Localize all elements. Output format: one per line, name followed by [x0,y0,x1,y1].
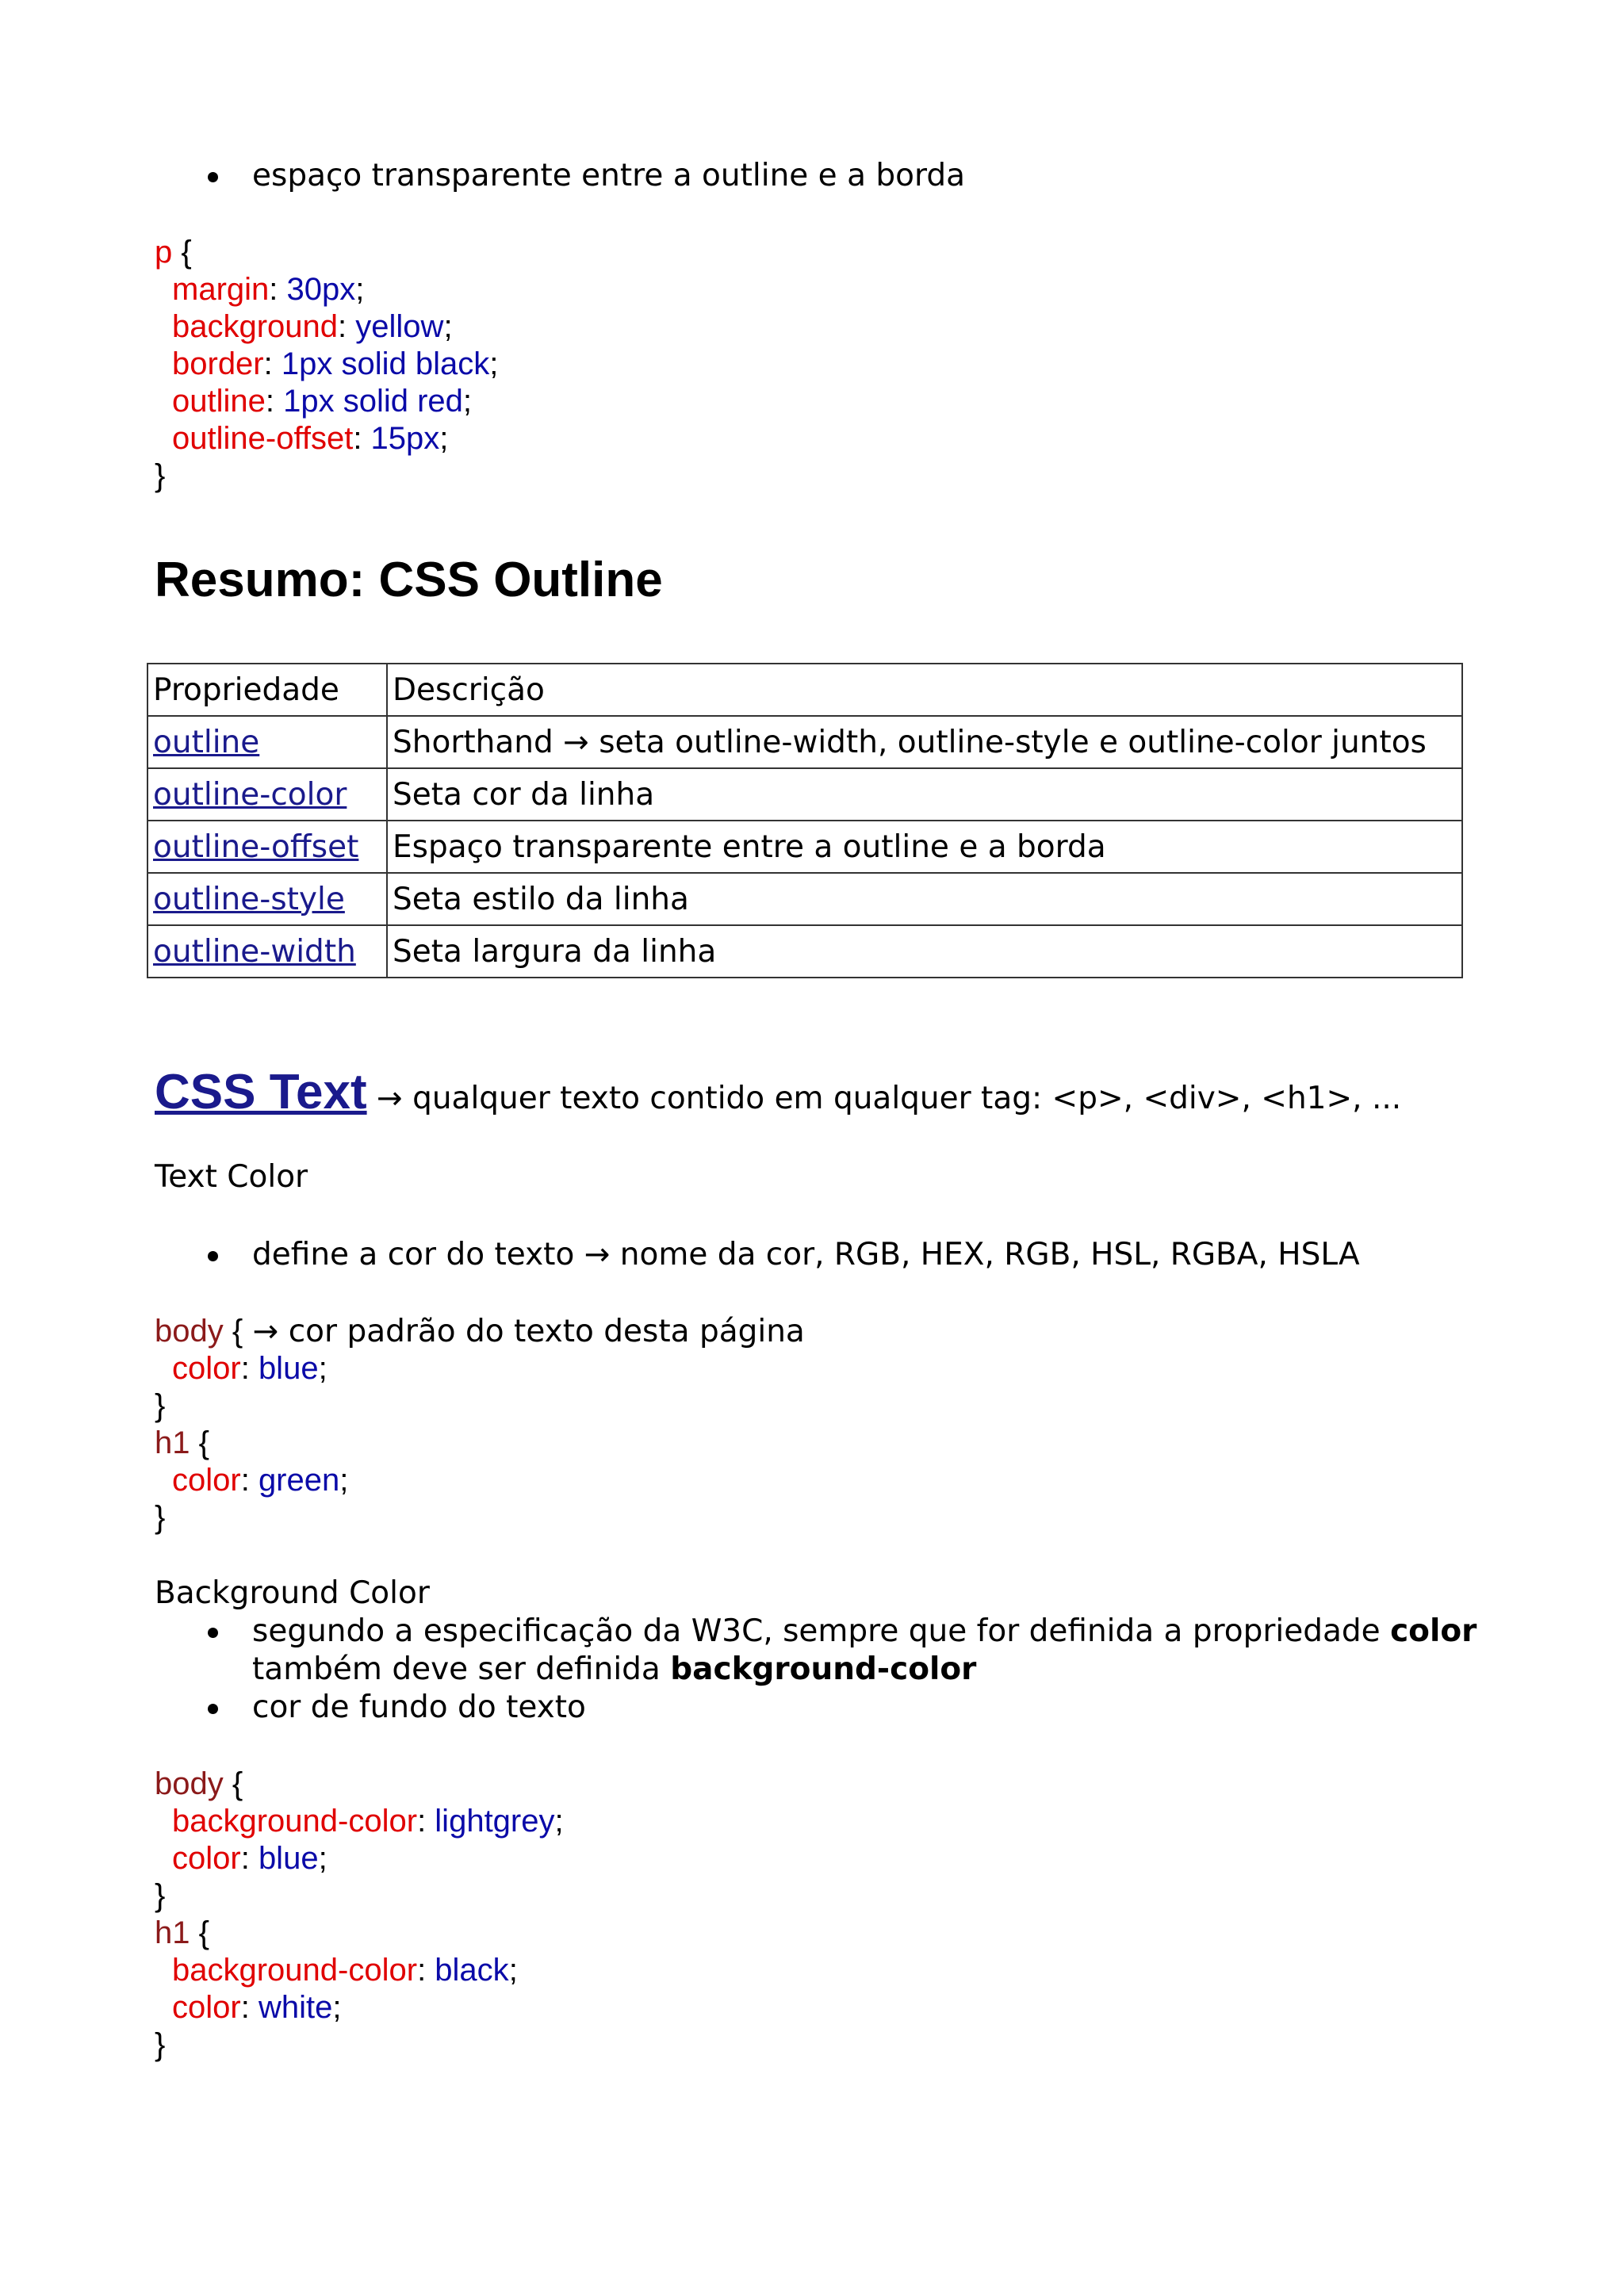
property-link[interactable]: outline-color [153,776,347,813]
code-line: color: blue; [172,1841,327,1876]
code-line: outline-offset: 15px; [172,421,449,456]
code-line: margin: 30px; [172,272,365,307]
table-row [147,768,1462,821]
table-header-row [147,664,1462,716]
code-line: background-color: black; [172,1953,518,1988]
section-title: Resumo: CSS Outline [155,553,663,607]
text-color-label: Text Color [155,1159,308,1195]
background-color-label: Background Color [155,1575,430,1611]
css-value: white [258,1990,333,2025]
css-value: black [435,1953,509,1988]
css-property: border [172,346,264,381]
table-cell: Espaço transparente entre a outline e a borda [387,821,1462,873]
table-row [147,925,1462,978]
css-selector: body [155,1766,224,1801]
css-property: color [172,1841,241,1876]
bullet-dot [208,1628,218,1638]
bullet-dot [208,1704,218,1714]
css-value: 15px [370,421,440,456]
summary-table [147,663,1463,978]
css-selector: p [155,235,173,270]
table-cell: Seta largura da linha [387,925,1462,978]
css-value: 1px solid black [281,346,490,381]
table-cell [147,821,387,873]
top-bullet-text: espaço transparente entre a outline e a borda [252,158,965,193]
code-line: background-color: lightgrey; [172,1804,564,1839]
css-property: color [172,1351,241,1386]
table-row [147,821,1462,873]
css-property: color [172,1463,241,1498]
table-cell: Seta estilo da linha [387,873,1462,925]
code-line: } [155,1878,166,1913]
code-line: } [155,1388,166,1423]
code-line: outline: 1px solid red; [172,384,473,419]
property-link[interactable]: outline [153,724,260,760]
css-value: 30px [286,272,356,307]
css-property: background-color [172,1953,418,1988]
code-punct: } [155,458,166,493]
css-value: blue [258,1351,319,1386]
css-text-description: → qualquer texto contido em qualquer tag: <p>, <div>, <h1>, ... [366,1081,1402,1116]
css-property: outline-offset [172,421,354,456]
css-selector: h1 [155,1915,190,1950]
table-row [147,873,1462,925]
code-line: body { → cor padrão do texto desta página [155,1314,805,1349]
table-cell: Seta cor da linha [387,768,1462,821]
table-cell [147,716,387,768]
text-color-bullet: define a cor do texto → nome da cor, RGB, HEX, RGB, HSL, RGBA, HSLA [252,1237,1360,1272]
code-comment: → cor padrão do texto desta página [243,1314,805,1349]
background-color-bullet-2: cor de fundo do texto [252,1689,586,1725]
css-property: color [172,1990,241,2025]
property-link[interactable]: outline-offset [153,828,359,865]
code-line: h1 { [155,1425,209,1460]
css-property: margin [172,272,270,307]
css-value: green [258,1463,340,1498]
css-value: blue [258,1841,319,1876]
background-color-bullet-1a: segundo a especificação da W3C, sempre que for definida a propriedade color [252,1613,1477,1649]
code-line: body { [155,1766,243,1801]
code-line: color: blue; [172,1351,327,1386]
code-line: } [155,2027,166,2062]
code-line: background: yellow; [172,309,453,344]
code-line: } [155,1500,166,1535]
table-cell: Shorthand → seta outline-width, outline-style e outline-color juntos [387,716,1462,768]
code-line [155,457,165,495]
bullet-dot [208,172,218,182]
code-line: border: 1px solid black; [172,346,499,381]
css-property: background-color [172,1804,418,1839]
css-text-link[interactable]: CSS Text [155,1065,367,1119]
table-row [147,716,1462,768]
code-line: color: green; [172,1463,349,1498]
css-selector: body [155,1314,224,1349]
table-header-cell: Propriedade [147,664,387,716]
table-cell [147,768,387,821]
css-property: outline [172,384,266,419]
css-property: background [172,309,339,344]
property-link[interactable]: outline-style [153,881,345,917]
css-value: lightgrey [435,1804,555,1839]
table-header-cell: Descrição [387,664,1462,716]
css-value: 1px solid red [283,384,463,419]
code-line: h1 { [155,1915,209,1950]
code-punct: { [172,235,192,270]
table-cell [147,925,387,978]
background-color-bullet-1b: também deve ser definida background-color [252,1651,977,1687]
code-line: color: white; [172,1990,342,2025]
bullet-dot [208,1251,218,1261]
css-selector: h1 [155,1425,190,1460]
code-line [155,233,192,271]
css-value: yellow [355,309,444,344]
table-cell [147,873,387,925]
property-link[interactable]: outline-width [153,933,356,970]
css-text-heading [155,1064,1401,1120]
